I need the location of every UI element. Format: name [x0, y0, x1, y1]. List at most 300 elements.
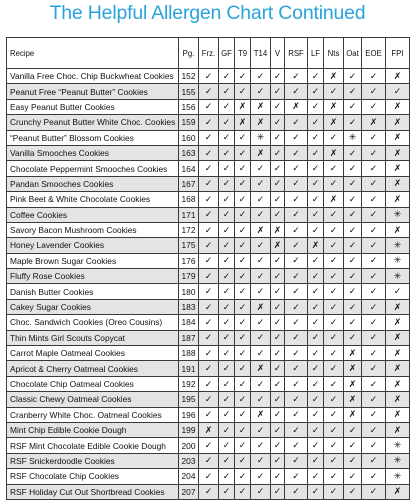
check-icon: ✓ [199, 330, 219, 345]
check-icon: ✓ [285, 407, 308, 422]
check-icon: ✓ [199, 392, 219, 407]
check-icon: ✓ [308, 192, 324, 207]
check-icon: ✓ [308, 299, 324, 314]
asterisk-icon: ✳ [251, 130, 271, 145]
page-number: 187 [179, 330, 199, 345]
page-number: 163 [179, 145, 199, 160]
check-icon: ✓ [219, 407, 235, 422]
check-icon: ✓ [199, 361, 219, 376]
page-number: 204 [179, 469, 199, 484]
check-icon: ✓ [285, 376, 308, 391]
check-icon: ✓ [344, 269, 362, 284]
check-icon: ✓ [271, 361, 285, 376]
table-row [7, 361, 410, 376]
check-icon: ✓ [235, 269, 251, 284]
check-icon: ✓ [219, 192, 235, 207]
check-icon: ✓ [271, 438, 285, 453]
check-icon: ✓ [324, 161, 344, 176]
check-icon: ✓ [219, 346, 235, 361]
check-icon: ✓ [251, 269, 271, 284]
check-icon: ✓ [308, 484, 324, 499]
cross-icon: ✗ [344, 346, 362, 361]
check-icon: ✓ [324, 238, 344, 253]
check-icon: ✓ [362, 376, 386, 391]
check-icon: ✓ [251, 315, 271, 330]
check-icon: ✓ [285, 453, 308, 468]
check-icon: ✓ [362, 238, 386, 253]
recipe-name: Easy Peanut Butter Cookies [7, 99, 179, 114]
table-row [7, 438, 410, 453]
table-row [7, 376, 410, 391]
check-icon: ✓ [308, 284, 324, 299]
recipe-name: Choc. Sandwich Cookies (Oreo Cousins) [7, 315, 179, 330]
check-icon: ✓ [219, 222, 235, 237]
cross-icon: ✗ [251, 99, 271, 114]
check-icon: ✓ [235, 299, 251, 314]
check-icon: ✓ [219, 453, 235, 468]
check-icon: ✓ [362, 299, 386, 314]
page-number: 175 [179, 238, 199, 253]
column-header-nts: Nts [324, 38, 344, 69]
table-row [7, 484, 410, 499]
check-icon: ✓ [219, 176, 235, 191]
check-icon: ✓ [251, 376, 271, 391]
check-icon: ✓ [251, 438, 271, 453]
recipe-name: Honey Lavender Cookies [7, 238, 179, 253]
column-header-rsf: RSF [285, 38, 308, 69]
table-row [7, 422, 410, 437]
check-icon: ✓ [324, 376, 344, 391]
check-icon: ✓ [362, 176, 386, 191]
check-icon: ✓ [219, 145, 235, 160]
check-icon: ✓ [219, 361, 235, 376]
check-icon: ✓ [362, 161, 386, 176]
check-icon: ✓ [308, 207, 324, 222]
check-icon: ✓ [285, 299, 308, 314]
check-icon: ✓ [285, 422, 308, 437]
check-icon: ✓ [235, 407, 251, 422]
recipe-name: Chocolate Chip Oatmeal Cookies [7, 376, 179, 391]
page-number: 207 [179, 484, 199, 499]
check-icon: ✓ [251, 346, 271, 361]
cross-icon: ✗ [386, 484, 410, 499]
check-icon: ✓ [308, 361, 324, 376]
check-icon: ✓ [199, 376, 219, 391]
check-icon: ✓ [344, 145, 362, 160]
column-header-v: V [271, 38, 285, 69]
check-icon: ✓ [285, 176, 308, 191]
check-icon: ✓ [251, 69, 271, 84]
recipe-name: Classic Chewy Oatmeal Cookies [7, 392, 179, 407]
table-row [7, 130, 410, 145]
check-icon: ✓ [235, 438, 251, 453]
check-icon: ✓ [285, 392, 308, 407]
page-number: 160 [179, 130, 199, 145]
check-icon: ✓ [271, 192, 285, 207]
check-icon: ✓ [285, 253, 308, 268]
cross-icon: ✗ [324, 69, 344, 84]
check-icon: ✓ [344, 207, 362, 222]
check-icon: ✓ [386, 284, 410, 299]
recipe-name: RSF Mint Chocolate Edible Cookie Dough [7, 438, 179, 453]
recipe-name: Crunchy Peanut Butter White Choc. Cookies [7, 115, 179, 130]
check-icon: ✓ [235, 238, 251, 253]
recipe-name: Vanilla Smooches Cookies [7, 145, 179, 160]
page-number: 155 [179, 84, 199, 99]
check-icon: ✓ [324, 284, 344, 299]
check-icon: ✓ [251, 392, 271, 407]
asterisk-icon: ✳ [386, 238, 410, 253]
cross-icon: ✗ [344, 392, 362, 407]
cross-icon: ✗ [362, 115, 386, 130]
cross-icon: ✗ [386, 315, 410, 330]
asterisk-icon: ✳ [386, 453, 410, 468]
page-number: 191 [179, 361, 199, 376]
check-icon: ✓ [324, 346, 344, 361]
check-icon: ✓ [344, 238, 362, 253]
recipe-name: Pink Beet & White Chocolate Cookies [7, 192, 179, 207]
recipe-name: Pandan Smooches Cookies [7, 176, 179, 191]
check-icon: ✓ [324, 253, 344, 268]
check-icon: ✓ [199, 145, 219, 160]
check-icon: ✓ [362, 84, 386, 99]
check-icon: ✓ [285, 469, 308, 484]
check-icon: ✓ [235, 192, 251, 207]
check-icon: ✓ [235, 315, 251, 330]
table-row [7, 145, 410, 160]
column-header-fpi: FPI [386, 38, 410, 69]
check-icon: ✓ [235, 422, 251, 437]
recipe-name: RSF Holiday Cut Out Shortbread Cookies [7, 484, 179, 499]
cross-icon: ✗ [308, 238, 324, 253]
check-icon: ✓ [219, 392, 235, 407]
table-row [7, 161, 410, 176]
check-icon: ✓ [308, 392, 324, 407]
check-icon: ✓ [324, 484, 344, 499]
recipe-name: RSF Snickerdoodle Cookies [7, 453, 179, 468]
check-icon: ✓ [199, 192, 219, 207]
cross-icon: ✗ [324, 145, 344, 160]
check-icon: ✓ [199, 438, 219, 453]
check-icon: ✓ [199, 453, 219, 468]
cross-icon: ✗ [386, 346, 410, 361]
check-icon: ✓ [271, 284, 285, 299]
asterisk-icon: ✳ [344, 130, 362, 145]
check-icon: ✓ [235, 346, 251, 361]
check-icon: ✓ [308, 453, 324, 468]
check-icon: ✓ [308, 130, 324, 145]
cross-icon: ✗ [386, 130, 410, 145]
cross-icon: ✗ [386, 422, 410, 437]
check-icon: ✓ [308, 422, 324, 437]
check-icon: ✓ [324, 407, 344, 422]
check-icon: ✓ [285, 192, 308, 207]
check-icon: ✓ [251, 253, 271, 268]
check-icon: ✓ [271, 484, 285, 499]
check-icon: ✓ [285, 269, 308, 284]
check-icon: ✓ [285, 361, 308, 376]
check-icon: ✓ [285, 145, 308, 160]
check-icon: ✓ [199, 222, 219, 237]
cross-icon: ✗ [344, 407, 362, 422]
recipe-name: Savory Bacon Mushroom Cookies [7, 222, 179, 237]
cross-icon: ✗ [251, 222, 271, 237]
check-icon: ✓ [271, 392, 285, 407]
check-icon: ✓ [271, 376, 285, 391]
table-row [7, 315, 410, 330]
check-icon: ✓ [271, 84, 285, 99]
recipe-name: Carrot Maple Oatmeal Cookies [7, 346, 179, 361]
check-icon: ✓ [199, 238, 219, 253]
check-icon: ✓ [235, 392, 251, 407]
recipe-name: Apricot & Cherry Oatmeal Cookies [7, 361, 179, 376]
page-number: 180 [179, 284, 199, 299]
table-row [7, 253, 410, 268]
check-icon: ✓ [199, 207, 219, 222]
check-icon: ✓ [362, 484, 386, 499]
check-icon: ✓ [235, 84, 251, 99]
check-icon: ✓ [199, 115, 219, 130]
check-icon: ✓ [362, 330, 386, 345]
check-icon: ✓ [199, 176, 219, 191]
check-icon: ✓ [324, 453, 344, 468]
table-row [7, 222, 410, 237]
table-body [7, 69, 410, 500]
check-icon: ✓ [324, 315, 344, 330]
check-icon: ✓ [324, 422, 344, 437]
check-icon: ✓ [324, 207, 344, 222]
check-icon: ✓ [271, 99, 285, 114]
check-icon: ✓ [344, 453, 362, 468]
check-icon: ✓ [308, 161, 324, 176]
check-icon: ✓ [219, 376, 235, 391]
cross-icon: ✗ [199, 422, 219, 437]
check-icon: ✓ [285, 438, 308, 453]
check-icon: ✓ [308, 99, 324, 114]
recipe-name: Cranberry White Choc. Oatmeal Cookies [7, 407, 179, 422]
cross-icon: ✗ [386, 69, 410, 84]
check-icon: ✓ [324, 176, 344, 191]
cross-icon: ✗ [251, 361, 271, 376]
cross-icon: ✗ [386, 161, 410, 176]
check-icon: ✓ [324, 84, 344, 99]
check-icon: ✓ [344, 69, 362, 84]
table-row [7, 207, 410, 222]
cross-icon: ✗ [386, 392, 410, 407]
check-icon: ✓ [308, 84, 324, 99]
cross-icon: ✗ [386, 99, 410, 114]
table-row [7, 99, 410, 114]
recipe-name: Cakey Sugar Cookies [7, 299, 179, 314]
check-icon: ✓ [219, 484, 235, 499]
check-icon: ✓ [219, 84, 235, 99]
check-icon: ✓ [219, 253, 235, 268]
check-icon: ✓ [199, 284, 219, 299]
check-icon: ✓ [344, 484, 362, 499]
recipe-name: Maple Brown Sugar Cookies [7, 253, 179, 268]
asterisk-icon: ✳ [386, 269, 410, 284]
check-icon: ✓ [344, 469, 362, 484]
check-icon: ✓ [251, 192, 271, 207]
check-icon: ✓ [219, 330, 235, 345]
page-number: 152 [179, 69, 199, 84]
check-icon: ✓ [199, 69, 219, 84]
cross-icon: ✗ [386, 376, 410, 391]
check-icon: ✓ [271, 176, 285, 191]
cross-icon: ✗ [344, 361, 362, 376]
check-icon: ✓ [362, 438, 386, 453]
cross-icon: ✗ [386, 115, 410, 130]
asterisk-icon: ✳ [386, 469, 410, 484]
check-icon: ✓ [251, 207, 271, 222]
check-icon: ✓ [324, 392, 344, 407]
column-header-oat: Oat [344, 38, 362, 69]
check-icon: ✓ [199, 99, 219, 114]
check-icon: ✓ [285, 161, 308, 176]
page-number: 203 [179, 453, 199, 468]
check-icon: ✓ [219, 469, 235, 484]
check-icon: ✓ [235, 484, 251, 499]
cross-icon: ✗ [251, 115, 271, 130]
check-icon: ✓ [344, 315, 362, 330]
cross-icon: ✗ [271, 222, 285, 237]
column-header-page: Pg. [179, 38, 199, 69]
table-row [7, 69, 410, 84]
check-icon: ✓ [199, 299, 219, 314]
cross-icon: ✗ [235, 99, 251, 114]
check-icon: ✓ [362, 284, 386, 299]
page-number: 195 [179, 392, 199, 407]
column-header-gf: GF [219, 38, 235, 69]
check-icon: ✓ [235, 253, 251, 268]
cross-icon: ✗ [386, 222, 410, 237]
check-icon: ✓ [251, 469, 271, 484]
check-icon: ✓ [344, 115, 362, 130]
check-icon: ✓ [285, 484, 308, 499]
check-icon: ✓ [308, 222, 324, 237]
check-icon: ✓ [199, 346, 219, 361]
table-row [7, 269, 410, 284]
table-row [7, 299, 410, 314]
check-icon: ✓ [235, 469, 251, 484]
check-icon: ✓ [219, 207, 235, 222]
check-icon: ✓ [219, 238, 235, 253]
check-icon: ✓ [324, 330, 344, 345]
check-icon: ✓ [344, 253, 362, 268]
check-icon: ✓ [219, 315, 235, 330]
check-icon: ✓ [362, 145, 386, 160]
check-icon: ✓ [344, 84, 362, 99]
check-icon: ✓ [285, 238, 308, 253]
page-number: 159 [179, 115, 199, 130]
check-icon: ✓ [362, 361, 386, 376]
table-row [7, 469, 410, 484]
check-icon: ✓ [362, 253, 386, 268]
check-icon: ✓ [199, 253, 219, 268]
cross-icon: ✗ [324, 192, 344, 207]
check-icon: ✓ [271, 315, 285, 330]
recipe-name: Chocolate Peppermint Smooches Cookies [7, 161, 179, 176]
cross-icon: ✗ [386, 330, 410, 345]
check-icon: ✓ [344, 284, 362, 299]
check-icon: ✓ [308, 145, 324, 160]
table-row [7, 284, 410, 299]
check-icon: ✓ [219, 299, 235, 314]
check-icon: ✓ [344, 192, 362, 207]
page-number: 168 [179, 192, 199, 207]
check-icon: ✓ [362, 222, 386, 237]
check-icon: ✓ [235, 222, 251, 237]
check-icon: ✓ [308, 269, 324, 284]
page-number: 192 [179, 376, 199, 391]
cross-icon: ✗ [344, 376, 362, 391]
check-icon: ✓ [386, 84, 410, 99]
check-icon: ✓ [308, 438, 324, 453]
cross-icon: ✗ [386, 145, 410, 160]
table-row [7, 84, 410, 99]
check-icon: ✓ [362, 422, 386, 437]
check-icon: ✓ [235, 376, 251, 391]
check-icon: ✓ [199, 407, 219, 422]
check-icon: ✓ [362, 192, 386, 207]
check-icon: ✓ [324, 438, 344, 453]
recipe-name: Vanilla Free Choc. Chip Buckwheat Cookies [7, 69, 179, 84]
check-icon: ✓ [362, 207, 386, 222]
cross-icon: ✗ [251, 299, 271, 314]
recipe-name: Fluffy Rose Cookies [7, 269, 179, 284]
check-icon: ✓ [271, 253, 285, 268]
check-icon: ✓ [324, 222, 344, 237]
check-icon: ✓ [362, 392, 386, 407]
check-icon: ✓ [219, 99, 235, 114]
check-icon: ✓ [362, 130, 386, 145]
check-icon: ✓ [219, 269, 235, 284]
check-icon: ✓ [285, 207, 308, 222]
check-icon: ✓ [235, 69, 251, 84]
cross-icon: ✗ [386, 176, 410, 191]
allergen-table [6, 37, 410, 500]
check-icon: ✓ [219, 438, 235, 453]
check-icon: ✓ [235, 161, 251, 176]
check-icon: ✓ [308, 69, 324, 84]
page-title: The Helpful Allergen Chart Continued [49, 2, 366, 24]
check-icon: ✓ [285, 222, 308, 237]
recipe-name: “Peanut Butter” Blossom Cookies [7, 130, 179, 145]
check-icon: ✓ [219, 130, 235, 145]
check-icon: ✓ [271, 145, 285, 160]
check-icon: ✓ [344, 161, 362, 176]
check-icon: ✓ [219, 161, 235, 176]
recipe-name: Mint Chip Edible Cookie Dough [7, 422, 179, 437]
page-number: 183 [179, 299, 199, 314]
check-icon: ✓ [271, 453, 285, 468]
page-number: 200 [179, 438, 199, 453]
check-icon: ✓ [308, 376, 324, 391]
check-icon: ✓ [235, 176, 251, 191]
check-icon: ✓ [199, 84, 219, 99]
check-icon: ✓ [199, 161, 219, 176]
page-number: 167 [179, 176, 199, 191]
recipe-name: Peanut Free “Peanut Butter” Cookies [7, 84, 179, 99]
cross-icon: ✗ [251, 407, 271, 422]
check-icon: ✓ [362, 269, 386, 284]
check-icon: ✓ [235, 207, 251, 222]
column-header-t9: T9 [235, 38, 251, 69]
check-icon: ✓ [344, 299, 362, 314]
check-icon: ✓ [344, 330, 362, 345]
check-icon: ✓ [324, 469, 344, 484]
column-header-eoe: EOE [362, 38, 386, 69]
